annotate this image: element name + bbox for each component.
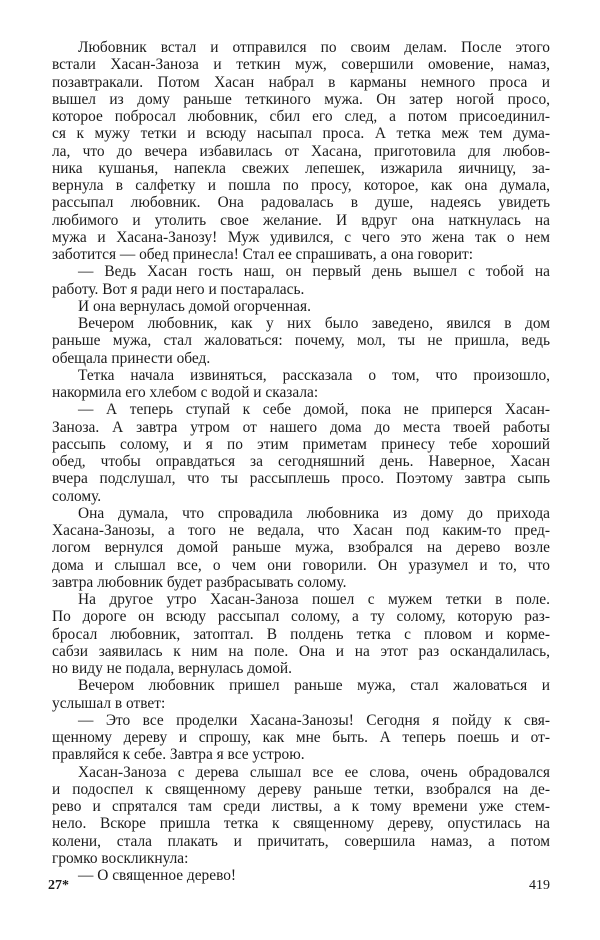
text-line: солому. bbox=[52, 487, 102, 505]
text-line: вернула в салфетку и пошла по просу, которое, как она думала, bbox=[52, 177, 550, 194]
text-line: щенному дереву и спрошу, как мне быть. А теперь поешь и от- bbox=[52, 729, 550, 746]
text-line: сабзи заявилась к ним на поле. Она и на этот раз оскандалилась, bbox=[52, 642, 550, 660]
text-line: встали Хасан-Заноза и теткин муж, совершили омовение, намаз, bbox=[52, 56, 550, 74]
text-line: Она думала, что спровадила любовника из дому до прихода bbox=[78, 504, 550, 522]
text-line: работу. Вот я ради него и постаралась. bbox=[52, 280, 305, 298]
text-line: рассыпал любовник. Она радовалась в душе, надеясь увидеть bbox=[52, 194, 550, 212]
text-line: На другое утро Хасан-Заноза пошел с мужем тетки в поле. bbox=[78, 591, 550, 608]
text-line: Хасана-Занозы, а того не ведала, что Хасан под каким-то пред- bbox=[52, 522, 550, 539]
text-line: логом вернулся домой раньше мужа, взобрался на дерево возле bbox=[52, 539, 550, 557]
text-line: обед, чтобы оправдаться за сегодняшний день. Наверное, Хасан bbox=[52, 453, 550, 470]
page-body-text bbox=[52, 39, 550, 884]
text-line: накормила его хлебом с водой и сказала: bbox=[52, 384, 319, 401]
text-line: вышел из дому раньше теткиного мужа. Он затер ногой просо, bbox=[52, 90, 550, 108]
text-line: Тетка начала извиняться, рассказала о том, что произошло, bbox=[78, 366, 550, 384]
text-line: и подоспел к священному дереву раньше тетки, взобрался на де- bbox=[52, 780, 550, 798]
text-line: громко воскликнула: bbox=[52, 849, 189, 867]
text-line: И она вернулась домой огорченная. bbox=[78, 297, 311, 315]
text-line: Вечером любовник, как у них было заведено, явился в дом bbox=[78, 315, 550, 332]
text-line: мужа и Хасана-Занозу! Муж удивился, с чего это жена так о нем bbox=[52, 228, 550, 246]
printer-signature-mark: 27* bbox=[48, 878, 69, 893]
text-line: любимого и утолить свое желание. И вдруг она наткнулась на bbox=[52, 211, 550, 229]
text-line: бросал любовник, затоптал. В полдень тетка с пловом и корме- bbox=[52, 625, 550, 643]
text-line: рево и спрятался там среди листвы, а к тому времени уже стем- bbox=[52, 798, 550, 815]
text-line: дома и слышал все, о чем они говорили. Он уразумел и то, что bbox=[52, 556, 550, 574]
text-line: Вечером любовник пришел раньше мужа, стал жаловаться и bbox=[78, 677, 550, 695]
text-line: которое побросал любовник, сбил его след, а потом присоединил- bbox=[52, 108, 550, 125]
text-line: услышал в ответ: bbox=[52, 694, 166, 712]
text-line: — Это все проделки Хасана-Занозы! Сегодня я пойду к свя- bbox=[78, 711, 550, 729]
text-line: ника кушанья, напекла свежих лепешек, изжарила яичницу, за- bbox=[52, 159, 550, 177]
text-line: обещала принести обед. bbox=[52, 349, 211, 367]
text-line: но виду не подала, вернулась домой. bbox=[52, 660, 292, 677]
text-line: завтра любовник будет разбрасывать солому. bbox=[52, 573, 347, 591]
text-line: колени, стала плакать и причитать, совершила намаз, а потом bbox=[52, 832, 550, 850]
text-line: нело. Вскоре пришла тетка к священному дереву, опустилась на bbox=[52, 815, 550, 833]
text-line: — Ведь Хасан гость наш, он первый день вышел с тобой на bbox=[78, 263, 550, 281]
text-line: — А теперь ступай к себе домой, пока не приперся Хасан- bbox=[78, 401, 550, 419]
text-line: вчера подслушал, что ты рассыплешь просо. Поэтому завтра сыпь bbox=[52, 470, 550, 488]
text-line: заботится — обед принесла! Стал ее спрашивать, а она говорит: bbox=[52, 246, 473, 263]
text-line: позавтракали. Потом Хасан набрал в карманы немного проса и bbox=[52, 73, 550, 91]
text-line: раньше мужа, стал жаловаться: почему, мол, ты не пришла, ведь bbox=[52, 332, 550, 350]
text-line: Хасан-Заноза с дерева слышал все ее слова, очень обрадовался bbox=[78, 763, 550, 781]
text-line: — О священное дерево! bbox=[78, 867, 237, 884]
text-line: Любовник встал и отправился по своим делам. После этого bbox=[78, 39, 550, 56]
text-line: По дороге он всюду рассыпал солому, а ту солому, которую раз- bbox=[52, 608, 550, 626]
text-line: рассыпь солому, и я по этим приметам принесу тебе хороший bbox=[52, 435, 550, 453]
text-line: ла, что до вечера избавилась от Хасана, приготовила для любов- bbox=[52, 142, 550, 160]
page-number: 419 bbox=[529, 878, 550, 893]
text-line: ся к мужу тетки и всюду насыпал проса. А тетка меж тем дума- bbox=[52, 125, 550, 143]
text-line: правляйся к себе. Завтра я все устрою. bbox=[52, 746, 305, 764]
text-line: Заноза. А завтра утром от нашего дома до места твоей работы bbox=[52, 418, 550, 436]
